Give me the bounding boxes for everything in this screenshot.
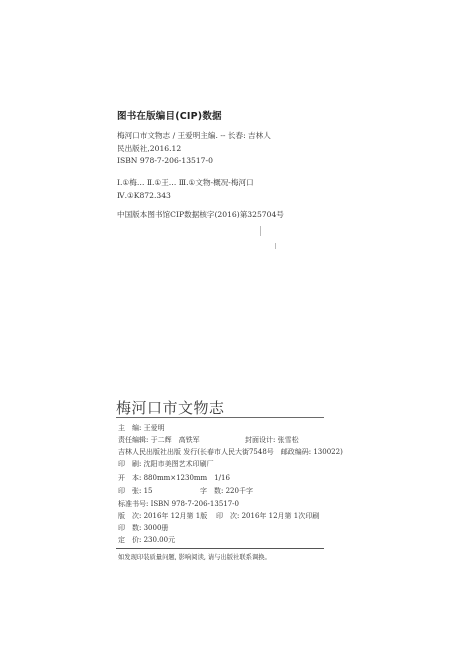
cip-isbn: ISBN 978-7-206-13517-0 [117,156,213,165]
words-line: 字 数: 220千字 [200,487,253,495]
format-line: 开 本: 880mm×1230mm 1/16 [118,474,230,482]
copies-line: 印 数: 3000册 [118,524,169,532]
quality-notice: 如发现印装质量问题, 影响阅读, 请与出版社联系调换。 [118,554,271,561]
cip-line-1: 梅河口市文物志 / 王爱明主编. -- 长春: 吉林人 [117,131,271,140]
responsible-editors: 责任编辑: 于二辉 高铁军 [118,436,200,444]
printer-line: 印 刷: 沈阳市美图艺术印刷厂 [118,460,214,468]
printing-line: 印 次: 2016年 12月第 1次印刷 [216,512,320,520]
cip-heading: 图书在版编目(CIP)数据 [117,111,222,122]
scan-mark [260,226,261,236]
cip-line-5: Ⅳ.①K872.343 [117,191,171,200]
isbn-line: 标准书号: ISBN 978-7-206-13517-0 [118,500,239,508]
cip-line-4: Ⅰ.①梅… Ⅱ.①王… Ⅲ.①文物-概况-梅河口 [117,178,254,187]
cover-design: 封面设计: 张雪松 [245,436,299,444]
cip-line-2: 民出版社,2016.12 [117,144,182,153]
edition-line: 版 次: 2016年 12月第 1版 [118,512,208,520]
notice-divider [116,548,324,549]
sheets-line: 印 张: 15 [118,487,153,495]
cip-number: 中国版本图书馆CIP数据核字(2016)第325704号 [117,210,284,219]
price-line: 定 价: 230.00元 [118,536,176,544]
title-divider [116,417,324,418]
publisher-line: 吉林人民出版社出版 发行(长春市人民大街7548号 邮政编码: 130022) [118,448,343,456]
scan-mark [275,243,276,249]
book-title: 梅河口市文物志 [116,399,225,417]
editor-line: 主 编: 王爱明 [118,424,165,432]
